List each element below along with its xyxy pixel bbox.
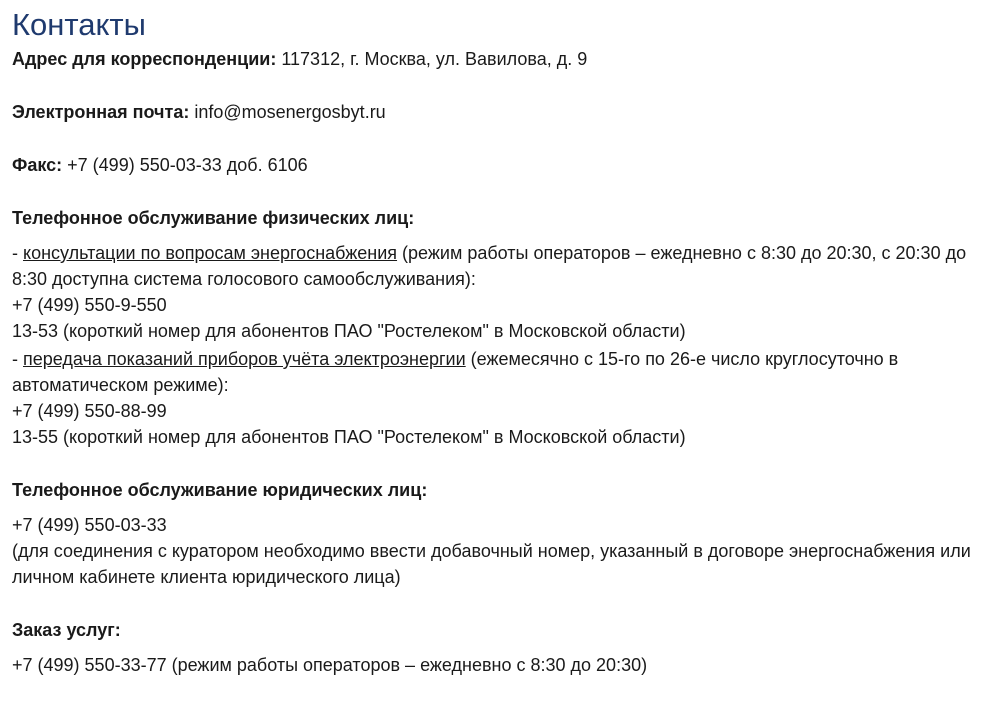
page-title: Контакты (12, 7, 146, 42)
individuals-heading: Телефонное обслуживание физических лиц: (12, 208, 415, 228)
meters-phone: +7 (499) 550-88-99 (12, 401, 167, 421)
orders-line: +7 (499) 550-33-77 (режим работы операторов – ежедневно с 8:30 до 20:30) (12, 655, 648, 675)
meters-short-number: 13-55 (короткий номер для абонентов ПАО "Ростелеком" в Московской области) (12, 427, 686, 447)
legal-heading: Телефонное обслуживание юридических лиц: (12, 480, 428, 500)
meters-item (12, 346, 1000, 398)
address-value: 117312, г. Москва, ул. Вавилова, д. 9 (276, 49, 588, 69)
consult-link[interactable]: консультации по вопросам энергоснабжения (23, 243, 398, 263)
consult-dash: - (12, 243, 23, 263)
consult-phone: +7 (499) 550-9-550 (12, 295, 167, 315)
meters-dash: - (12, 349, 23, 369)
orders-heading: Заказ услуг: (12, 620, 121, 640)
meters-link[interactable]: передача показаний приборов учёта электроэнергии (23, 349, 466, 369)
consult-short-number: 13-53 (короткий номер для абонентов ПАО "Ростелеком" в Московской области) (12, 321, 686, 341)
email-value: info@mosenergosbyt.ru (189, 102, 386, 122)
meters-note: (ежемесячно с 15-го по 26-е число круглосуточно в автоматическом режиме): (12, 349, 899, 395)
email-label: Электронная почта: (12, 102, 190, 122)
legal-phone: +7 (499) 550-03-33 (12, 515, 167, 535)
fax-value: +7 (499) 550-03-33 доб. 6106 (62, 155, 308, 175)
address-row (12, 46, 1004, 72)
address-label: Адрес для корреспонденции: (12, 49, 277, 69)
email-row (12, 99, 1004, 125)
consult-item (12, 240, 1000, 292)
fax-label: Факс: (12, 155, 63, 175)
legal-note: (для соединения с куратором необходимо ввести добавочный номер, указанный в договоре энергоснабжения или личном кабинете клиента юридического лица) (12, 541, 971, 587)
consult-note: (режим работы операторов – ежедневно с 8:30 до 20:30, с 20:30 до 8:30 доступна система голосового самообслуживания): (12, 243, 967, 289)
fax-row (12, 152, 1004, 178)
